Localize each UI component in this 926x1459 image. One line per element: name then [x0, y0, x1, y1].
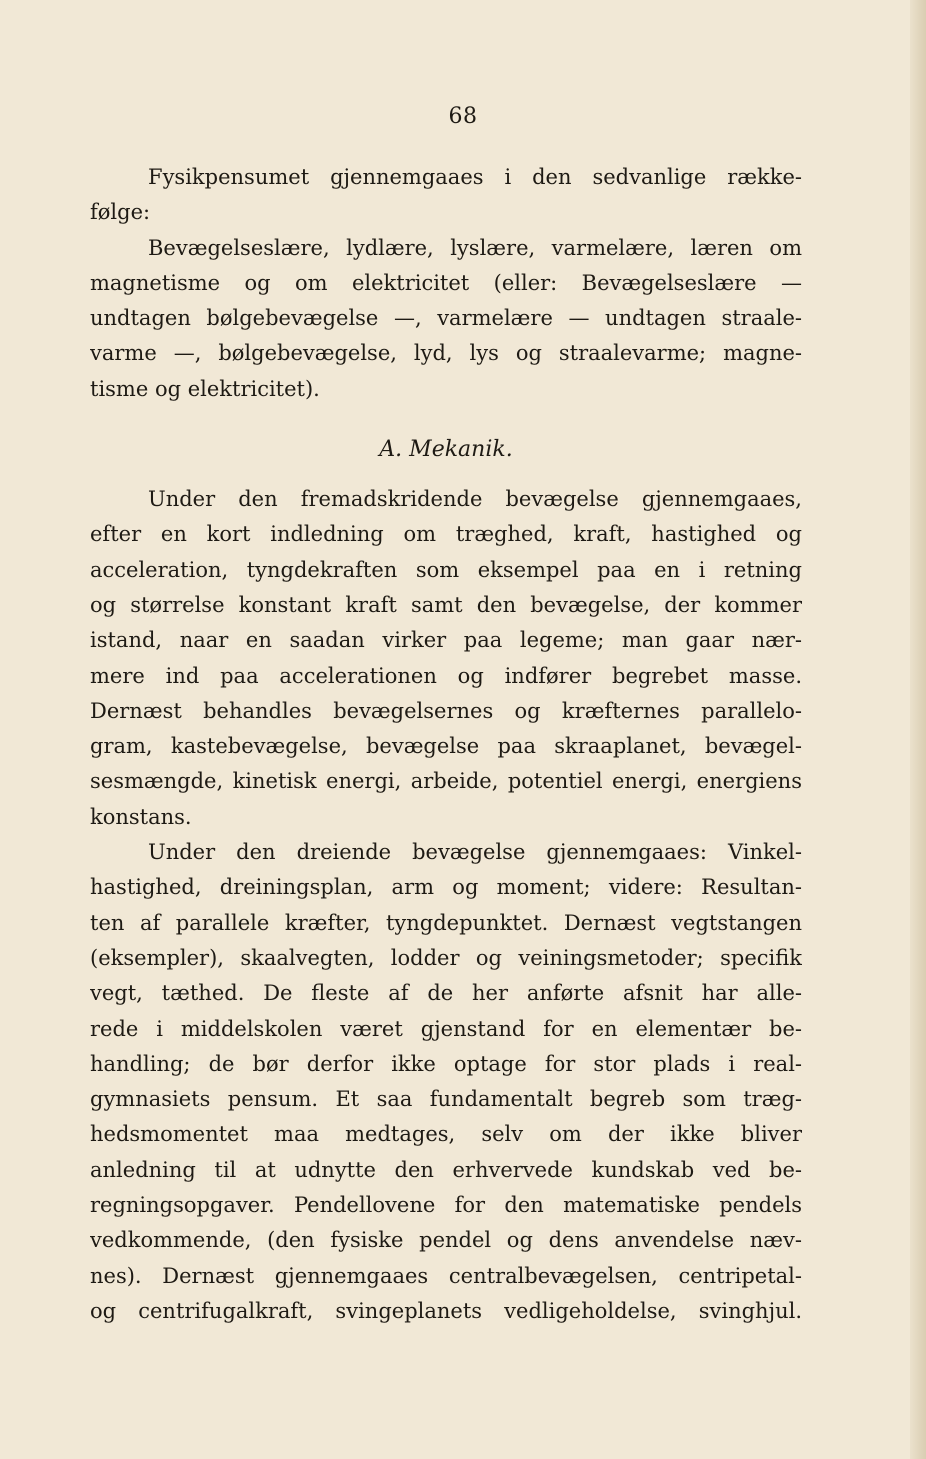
text-line: (eksempler), skaalvegten, lodder og veiningsmetoder; specifik [90, 945, 802, 970]
text-line: undtagen bølgebevægelse —, varmelære — undtagen straale- [90, 306, 802, 331]
text-line: Dernæst behandles bevægelsernes og kræfternes parallelo- [90, 698, 802, 723]
text-line: gymnasiets pensum. Et saa fundamentalt begreb som træg- [90, 1087, 802, 1112]
text-line: og centrifugalkraft, svingeplanets vedligeholdelse, svinghjul. [90, 1298, 802, 1323]
rotational-motion-paragraph [90, 835, 802, 1329]
text-line: vegt, tæthed. De fleste af de her anførte afsnit har alle- [90, 981, 802, 1006]
text-line: Bevægelseslære, lydlære, lyslære, varmelære, læren om [148, 235, 802, 260]
text-line: acceleration, tyngdekraften som eksempel paa en i retning [90, 557, 802, 582]
text-line: Fysikpensumet gjennemgaaes i den sedvanlige række- [148, 165, 802, 189]
text-line: varme —, bølgebevægelse, lyd, lys og straalevarme; magne- [90, 341, 802, 366]
text-line: hastighed, dreiningsplan, arm og moment; videre: Resultan- [90, 875, 802, 900]
text-line: anledning til at udnytte den erhvervede kundskab ved be- [90, 1157, 802, 1182]
text-line: regningsopgaver. Pendellovene for den matematiske pendels [90, 1193, 802, 1218]
intro-paragraph [90, 160, 802, 231]
translational-motion-paragraph [90, 482, 802, 835]
body-text [90, 160, 802, 1329]
text-line: hedsmomentet maa medtages, selv om der ikke bliver [90, 1122, 802, 1147]
page-number: 68 [448, 104, 478, 129]
text-line: konstans. [90, 804, 192, 829]
text-line: handling; de bør derfor ikke optage for stor plads i real- [90, 1051, 802, 1076]
subject-list-paragraph [90, 231, 802, 407]
text-line: tisme og elektricitet). [90, 376, 320, 401]
text-line: magnetisme og om elektricitet (eller: Bevægelseslære — [90, 270, 802, 295]
text-line: gram, kastebevægelse, bevægelse paa skraaplanet, bevægel- [90, 734, 802, 759]
text-line: nes). Dernæst gjennemgaaes centralbevægelsen, centripetal- [90, 1263, 802, 1288]
text-line: og størrelse konstant kraft samt den bevægelse, der kommer [90, 592, 802, 617]
section-heading: A. Mekanik. [379, 437, 513, 463]
text-line: vedkommende, (den fysiske pendel og dens anvendelse næv- [90, 1228, 802, 1253]
page-edge [910, 0, 926, 1459]
text-line: følge: [90, 200, 151, 225]
text-line: sesmængde, kinetisk energi, arbeide, potentiel energi, energiens [90, 769, 802, 794]
text-line: Under den fremadskridende bevægelse gjennemgaaes, [148, 487, 802, 512]
text-line: Under den dreiende bevægelse gjennemgaaes: Vinkel- [148, 840, 802, 865]
text-line: istand, naar en saadan virker paa legeme; man gaar nær- [90, 628, 802, 653]
text-line: mere ind paa accelerationen og indfører begrebet masse. [90, 663, 802, 688]
text-line: efter en kort indledning om træghed, kraft, hastighed og [90, 522, 802, 547]
text-line: ten af parallele kræfter, tyngdepunktet. Dernæst vegtstangen [90, 910, 802, 935]
text-line: rede i middelskolen været gjenstand for en elementær be- [90, 1016, 802, 1041]
